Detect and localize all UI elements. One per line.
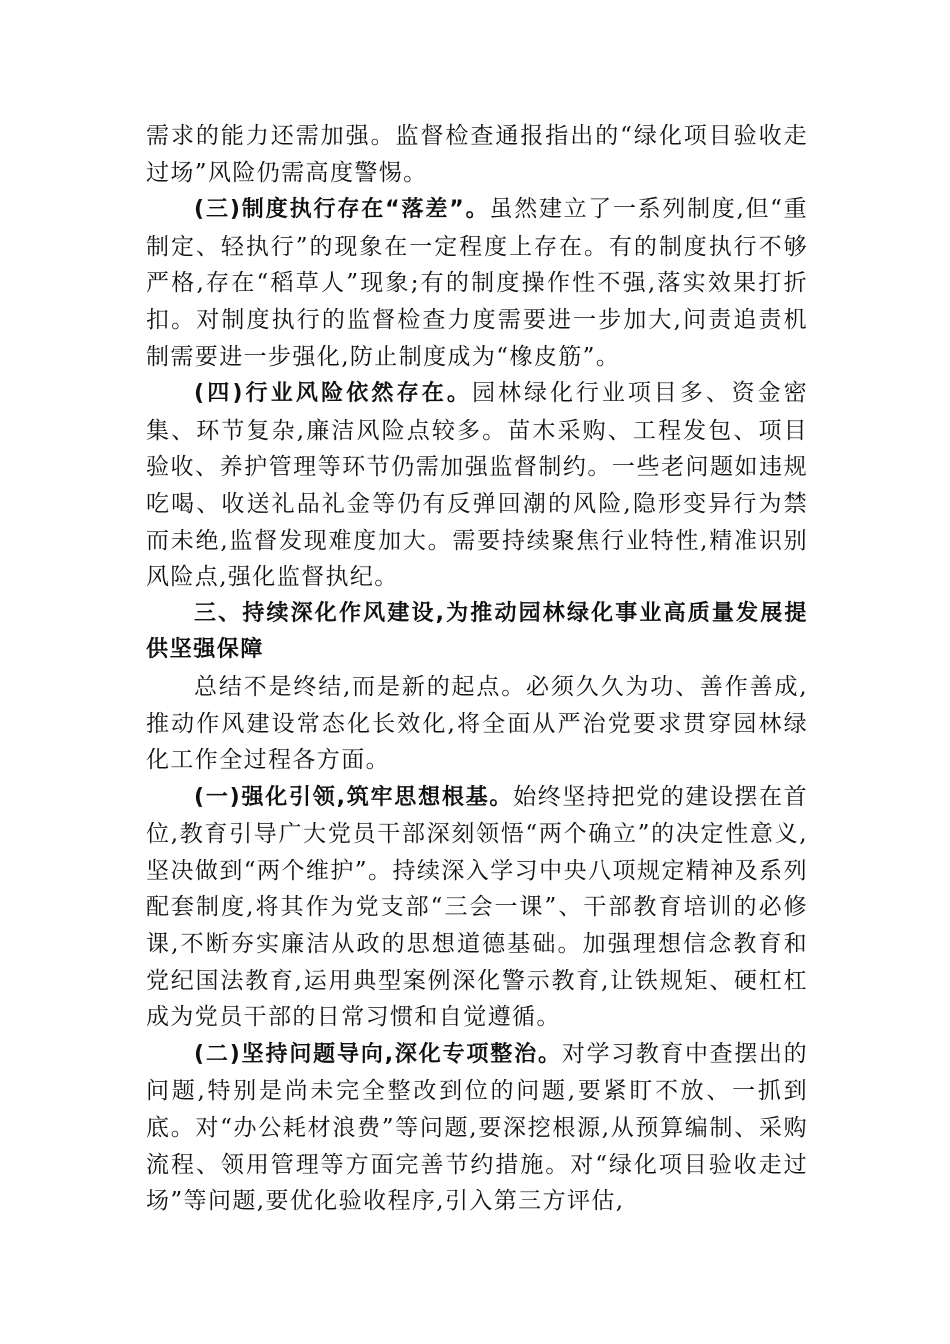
paragraph-body: 园林绿化行业项目多、资金密集、环节复杂,廉洁风险点较多。苗木采购、工程发包、项目验收、养护管理等环节仍需加强监督制约。一些老问题如违规吃喝、收送礼品礼金等仍有反弹回潮的风险,隐形变异行为禁而未绝,监督发现难度加大。需要持续聚焦行业特性,精准识别风险点,强化监督执纪。 [146,380,809,591]
paragraph-system-execution [146,191,808,375]
section-heading: 三、持续深化作风建设,为推动园林绿化事业高质量发展提供坚强保障 [146,600,808,663]
paragraph-industry-risk [146,375,808,596]
paragraph-continuation: 需求的能力还需加强。监督检查通报指出的“绿化项目验收走过场”风险仍需高度警惕。 [146,123,808,186]
paragraph-lead: (四)行业风险依然存在。 [194,381,473,407]
document-page [146,118,808,1220]
paragraph-strengthen-leadership [146,779,808,1036]
paragraph-problem-oriented [146,1036,808,1220]
paragraph-lead: (一)强化引领,筑牢思想根基。 [194,784,514,810]
paragraph-intro: 总结不是终结,而是新的起点。必须久久为功、善作善成,推动作风建设常态化长效化,将全面从严治党要求贯穿园林绿化工作全过程各方面。 [146,673,808,774]
paragraph-lead: (三)制度执行存在“落差”。 [194,197,490,223]
paragraph-body: 始终坚持把党的建设摆在首位,教育引导广大党员干部深刻领悟“两个确立”的决定性意义,坚决做到“两个维护”。持续深入学习中央八项规定精神及系列配套制度,将其作为党支部“三会一课”、干部教育培训的必修课,不断夯实廉洁从政的思想道德基础。加强理想信念教育和党纪国法教育,运用典型案例深化警示教育,让铁规矩、硬杠杠成为党员干部的日常习惯和自觉遵循。 [146,783,808,1031]
paragraph-body: 对学习教育中查摆出的问题,特别是尚未完全整改到位的问题,要紧盯不放、一抓到底。对“办公耗材浪费”等问题,要深挖根源,从预算编制、采购流程、领用管理等方面完善节约措施。对“绿化项目验收走过场”等问题,要优化验收程序,引入第三方评估, [146,1040,809,1215]
paragraph-lead: (二)坚持问题导向,深化专项整治。 [194,1041,562,1067]
paragraph-body: 虽然建立了一系列制度,但“重制定、轻执行”的现象在一定程度上存在。有的制度执行不够严格,存在“稻草人”现象;有的制度操作性不强,落实效果打折扣。对制度执行的监督检查力度需要进一步加大,问责追责机制需要进一步强化,防止制度成为“橡皮筋”。 [146,196,808,370]
